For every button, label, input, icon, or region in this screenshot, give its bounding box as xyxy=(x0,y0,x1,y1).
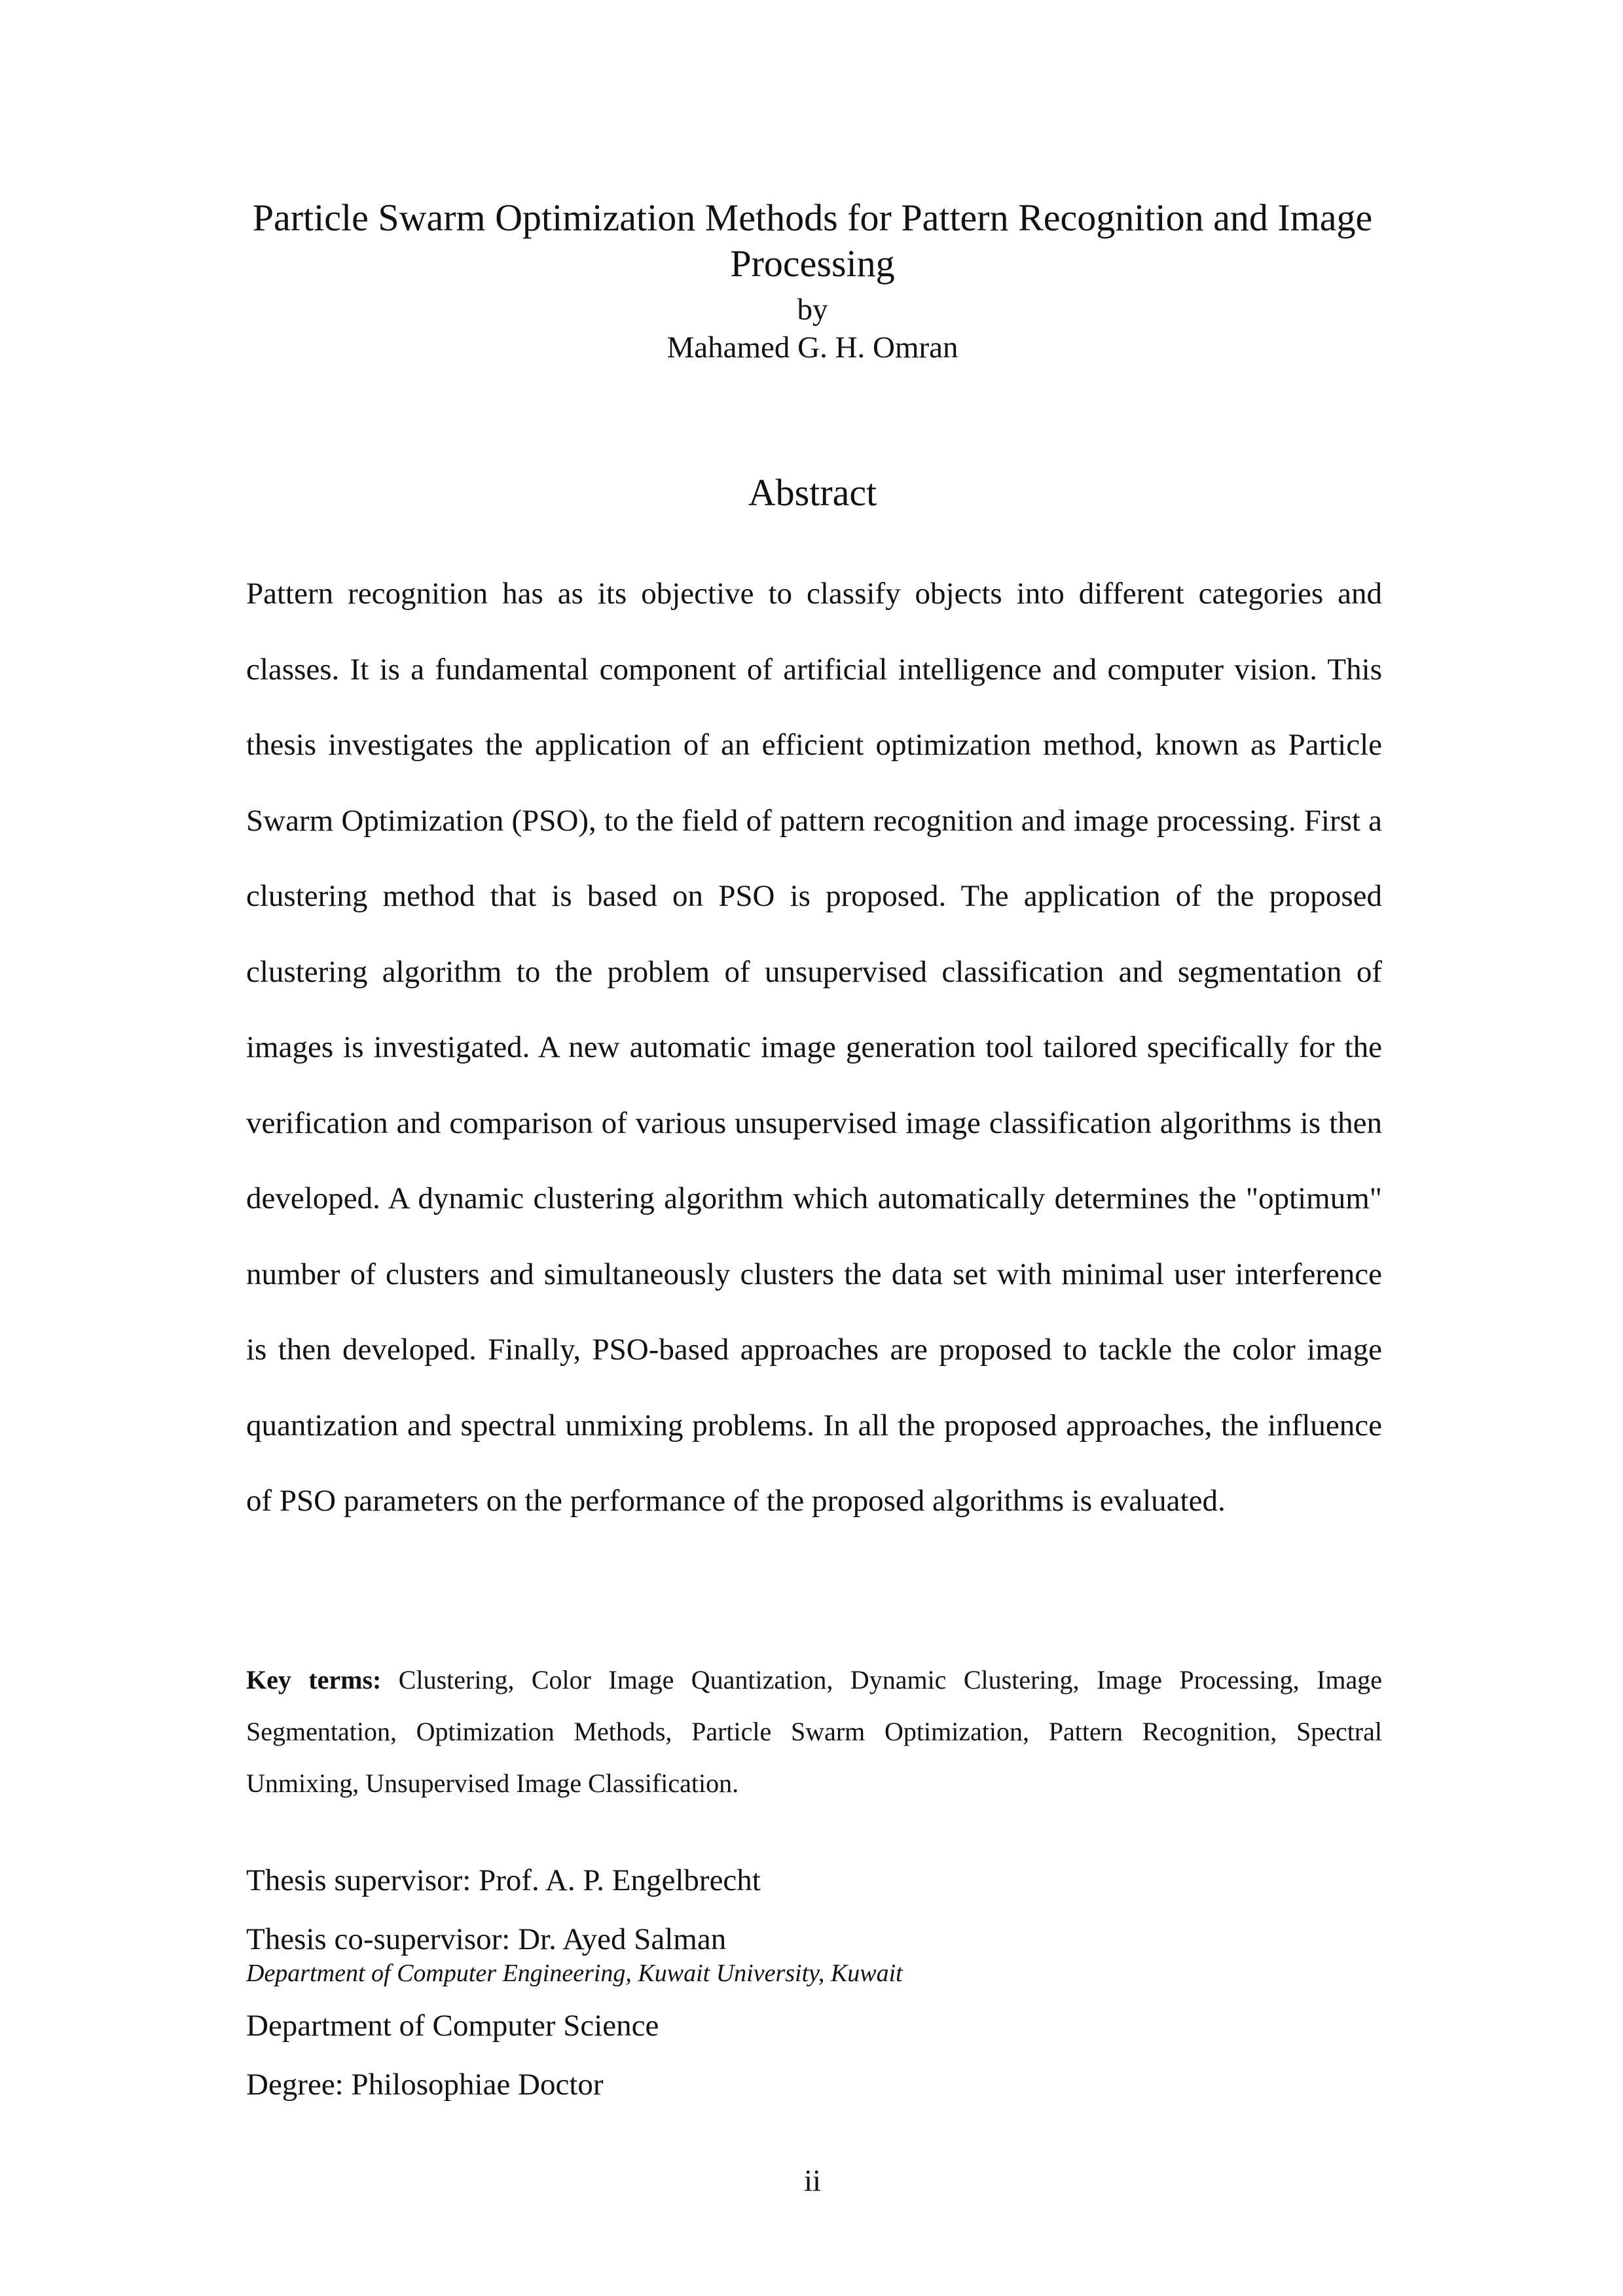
abstract-heading: Abstract xyxy=(748,471,877,514)
abstract-body: Pattern recognition has as its objective to classify objects into different categories and classes. It is a fundamental component of artificial intelligence and computer vision. This thesis investigates the application of an efficient optimization method, known as Particle Swarm Optimization (PSO), to the field of pattern recognition and image processing. First a clustering method that is based on PSO is proposed. The application of the proposed clustering algorithm to the problem of unsupervised classification and segmentation of images is investigated. A new automatic image generation tool tailored specifically for the verification and comparison of various unsupervised image classification algorithms is then developed. A dynamic clustering algorithm which automatically determines the "optimum" number of clusters and simultaneously clusters the data set with minimal user interference is then developed. Finally, PSO-based approaches are proposed to tackle the color image quantization and spectral unmixing problems. In all the proposed approaches, the influence of PSO parameters on the performance of the proposed algorithms is evaluated. xyxy=(246,577,1382,1518)
key-terms-label: Key terms: xyxy=(246,1665,382,1695)
thesis-co-supervisor: Thesis co-supervisor: Dr. Ayed Salman xyxy=(246,1922,727,1956)
by-line: by xyxy=(797,293,828,327)
degree: Degree: Philosophiae Doctor xyxy=(246,2068,604,2102)
page-number: ii xyxy=(803,2164,822,2198)
thesis-title: Particle Swarm Optimization Methods for Pattern Recognition and Image Processing xyxy=(252,196,1373,285)
key-terms xyxy=(246,1654,1382,1809)
department: Department of Computer Science xyxy=(246,2009,659,2043)
title-block xyxy=(246,195,1379,367)
key-terms-list: Clustering, Color Image Quantization, Dynamic Clustering, Image Processing, Image Segmentation, Optimization Methods, Particle Swarm Optimization, Pattern Recognition, Spectral Unmixing, Unsupervised Image Classification. xyxy=(246,1665,1383,1798)
author-name: Mahamed G. H. Omran xyxy=(666,331,958,365)
thesis-supervisor: Thesis supervisor: Prof. A. P. Engelbrecht xyxy=(246,1863,761,1897)
co-supervisor-affiliation: Department of Computer Engineering, Kuwait University, Kuwait xyxy=(246,1960,903,1987)
thesis-metadata xyxy=(246,1861,1382,2104)
